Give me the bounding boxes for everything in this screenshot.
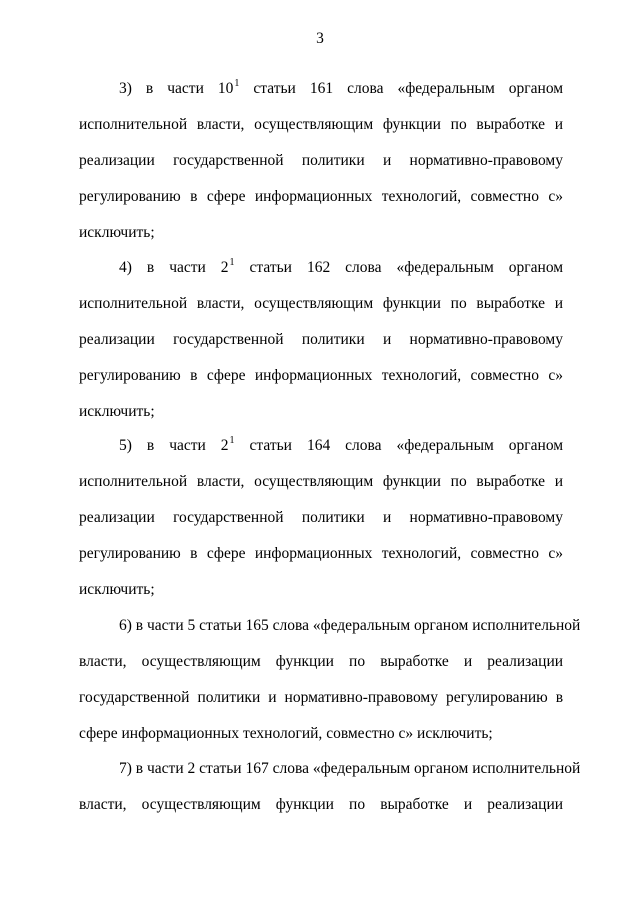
word: нормативно-правовому	[409, 331, 563, 348]
word: 2	[220, 437, 229, 454]
word: статьи	[199, 617, 242, 634]
word: 165	[245, 617, 269, 634]
word: части	[147, 760, 184, 777]
word: технологий,	[381, 367, 462, 384]
word: «федеральным	[397, 80, 495, 97]
paragraph-3-line-1	[119, 437, 563, 457]
word: части	[169, 437, 206, 454]
paragraph-3-line-5	[79, 581, 563, 599]
word: осуществляющим	[254, 116, 374, 133]
word: по	[450, 473, 467, 490]
word: «федеральным	[396, 437, 494, 454]
paragraph-1-line-4	[79, 188, 563, 206]
word: 161	[309, 80, 334, 97]
word: функции	[382, 295, 441, 312]
word: нормативно-правовому	[284, 689, 438, 706]
word: выработке	[380, 796, 449, 813]
word: с»	[548, 545, 563, 562]
word: органом	[508, 80, 564, 97]
paragraph-4-line-1	[119, 617, 581, 635]
word: информационных	[254, 367, 373, 384]
word: 162	[306, 259, 331, 276]
word: по	[450, 295, 467, 312]
word: политики	[301, 509, 365, 526]
word: с»	[548, 367, 563, 384]
word: статьи	[199, 760, 242, 777]
word: органом	[508, 437, 564, 454]
word: «федеральным	[312, 617, 411, 634]
paragraph-2-line-4	[79, 367, 563, 385]
word: сфере	[206, 367, 246, 384]
word: исключить;	[79, 581, 155, 598]
word: органом	[414, 760, 469, 777]
word: выработке	[476, 473, 545, 490]
paragraph-1-line-5	[79, 224, 563, 242]
word: и	[382, 152, 392, 169]
word: нормативно-правовому	[409, 509, 563, 526]
word: с»	[398, 725, 414, 742]
word: 7)	[119, 760, 132, 777]
word: слова	[345, 437, 382, 454]
word: 5)	[119, 437, 132, 454]
word: исполнительной	[472, 617, 581, 634]
superscript: 1	[229, 257, 235, 268]
word: в	[145, 80, 154, 97]
word: статьи	[253, 80, 296, 97]
word: части	[169, 259, 206, 276]
paragraph-2-line-5	[79, 403, 563, 421]
word: исключить;	[79, 403, 155, 420]
word: совместно	[326, 725, 395, 742]
word: и	[268, 689, 277, 706]
word: статьи	[249, 259, 292, 276]
word: в	[146, 259, 155, 276]
word: политики	[301, 152, 365, 169]
word: технологий,	[381, 545, 462, 562]
word: сфере	[79, 725, 118, 742]
word: реализации	[487, 796, 564, 813]
word: в	[190, 545, 198, 562]
paragraph-5-line-2	[79, 796, 563, 814]
superscript: 1	[229, 435, 235, 446]
word: 5	[187, 617, 196, 634]
word: по	[349, 653, 366, 670]
word: в	[555, 689, 564, 706]
word: технологий,	[381, 188, 462, 205]
paragraph-3-line-2	[79, 473, 563, 491]
word: выработке	[476, 295, 545, 312]
word: исключить;	[417, 725, 493, 742]
word: власти,	[196, 116, 245, 133]
word: информационных	[254, 545, 373, 562]
word: сфере	[206, 545, 246, 562]
word: части	[147, 617, 184, 634]
word: 3)	[119, 80, 132, 97]
word: слова	[345, 259, 382, 276]
word: и	[463, 796, 473, 813]
word: и	[554, 295, 563, 312]
word: исполнительной	[79, 295, 188, 312]
word: выработке	[380, 653, 449, 670]
word: выработке	[476, 116, 545, 133]
word: государственной	[173, 331, 284, 348]
paragraph-1-line-2	[79, 116, 563, 134]
word: совместно	[470, 367, 539, 384]
paragraph-3-line-3	[79, 509, 563, 527]
word: в	[190, 367, 198, 384]
word: 167	[245, 760, 269, 777]
word: органом	[508, 259, 564, 276]
word: по	[349, 796, 366, 813]
word: государственной	[79, 689, 190, 706]
word: слова	[272, 617, 309, 634]
word: совместно	[470, 545, 539, 562]
paragraph-2-line-2	[79, 295, 563, 313]
page-number: 3	[316, 30, 324, 47]
word: 2	[220, 259, 229, 276]
word: с»	[548, 188, 563, 205]
word: государственной	[173, 152, 284, 169]
word: совместно	[470, 188, 539, 205]
word: слова	[272, 760, 309, 777]
word: 10	[217, 80, 234, 97]
word: осуществляющим	[254, 295, 374, 312]
word: регулированию	[445, 689, 548, 706]
word: нормативно-правовому	[409, 152, 563, 169]
word: функции	[275, 796, 334, 813]
word: осуществляющим	[254, 473, 374, 490]
word: власти,	[79, 653, 127, 670]
word: исполнительной	[79, 116, 188, 133]
word: «федеральным	[396, 259, 494, 276]
word: по	[450, 116, 467, 133]
paragraph-2-line-1	[119, 259, 563, 279]
word: статьи	[249, 437, 292, 454]
word: информационных	[121, 725, 240, 742]
word: «федеральным	[312, 760, 411, 777]
word: регулированию	[79, 545, 181, 562]
word: функции	[275, 653, 334, 670]
word: исполнительной	[472, 760, 581, 777]
paragraph-5-line-1	[119, 760, 581, 778]
paragraph-4-line-3	[79, 689, 563, 707]
word: реализации	[79, 509, 155, 526]
word: 4)	[119, 259, 132, 276]
word: 164	[306, 437, 331, 454]
word: власти,	[196, 473, 245, 490]
word: регулированию	[79, 367, 181, 384]
paragraph-1-line-3	[79, 152, 563, 170]
word: власти,	[196, 295, 245, 312]
paragraph-1-line-1	[119, 80, 563, 100]
word: исполнительной	[79, 473, 188, 490]
word: в	[135, 760, 144, 777]
word: слова	[347, 80, 384, 97]
word: информационных	[254, 188, 373, 205]
word: функции	[382, 473, 441, 490]
word: государственной	[173, 509, 284, 526]
paragraph-3-line-4	[79, 545, 563, 563]
word: реализации	[79, 152, 155, 169]
word: технологий,	[242, 725, 323, 742]
word: органом	[414, 617, 469, 634]
word: и	[382, 509, 392, 526]
word: функции	[382, 116, 441, 133]
word: в	[190, 188, 198, 205]
word: регулированию	[79, 188, 181, 205]
word: и	[463, 653, 473, 670]
word: и	[554, 116, 563, 133]
paragraph-4-line-2	[79, 653, 563, 671]
paragraph-2-line-3	[79, 331, 563, 349]
word: части	[167, 80, 204, 97]
word: 2	[187, 760, 196, 777]
word: исключить;	[79, 224, 155, 241]
word: политики	[197, 689, 261, 706]
word: и	[382, 331, 392, 348]
superscript: 1	[234, 78, 240, 89]
word: сфере	[206, 188, 246, 205]
word: реализации	[487, 653, 564, 670]
word: осуществляющим	[141, 653, 261, 670]
word: в	[146, 437, 155, 454]
word: осуществляющим	[141, 796, 261, 813]
word: власти,	[79, 796, 127, 813]
word: и	[554, 473, 563, 490]
word: реализации	[79, 331, 155, 348]
word: 6)	[119, 617, 132, 634]
paragraph-4-line-4	[79, 725, 563, 743]
word: политики	[301, 331, 365, 348]
word: в	[135, 617, 144, 634]
